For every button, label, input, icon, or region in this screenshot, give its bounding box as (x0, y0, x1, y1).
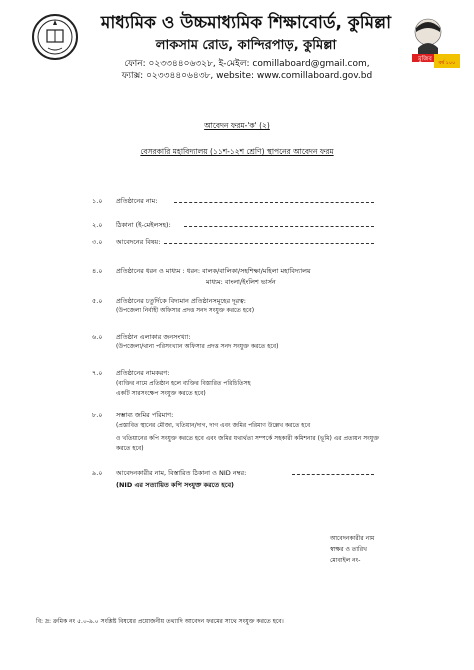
item-label: ঠিকানা (ই-মেইলসহ): (116, 221, 171, 229)
form-heading: বেসরকারি মহাবিদ্যালয় (১১শ-১২শ শ্রেণি) স্থাপনের আবেদন ফরম (140, 147, 334, 156)
item-8-note-2: ও খতিয়ানের কপি সংযুক্ত করতে হবে এবং জমির যথার্থতা সম্পর্কে সহকারী কমিশনার (ভূমি) এর প্রত্যয়ন সংযুক্ত (116, 435, 380, 442)
item-label: প্রতিষ্ঠানের চতুর্দিকে বিদ্যমান প্রতিষ্ঠানসমূহের দূরত্ব: (116, 297, 246, 305)
item-label: প্রতিষ্ঠানের ধরন ও মাধ্যম : ধরন: বালক/বালিকা/সহশিক্ষা/মহিলা মহাবিদ্যালয় (116, 267, 311, 275)
fill-line[interactable] (184, 220, 374, 227)
board-logo-icon (30, 10, 80, 66)
item-6-note: (উপজেলা/থানা পরিসংখ্যান অফিসার প্রদত্ত সনদ সংযুক্ত করতে হবে) (116, 343, 279, 350)
badge-top-text: মুজিব (418, 55, 432, 63)
item-number: ১.০ (92, 197, 103, 205)
item-number: ৫.০ (92, 297, 103, 305)
board-address: লাকসাম রোড, কান্দিরপাড়, কুমিল্লা (155, 38, 337, 53)
item-label: প্রতিষ্ঠানের নাম: (116, 197, 158, 205)
item-number: ২.০ (92, 221, 103, 229)
item-number: ৯.০ (92, 469, 103, 477)
mobile-number-label: মোবাইল নং- (330, 557, 361, 564)
form-name: আবেদন ফরম-'ক' (২) (204, 121, 270, 130)
fill-line[interactable] (174, 196, 374, 203)
item-label: সম্ভাব্য জমির পরিমাণ: (116, 411, 174, 419)
fill-line[interactable] (164, 237, 374, 244)
mujib-borsho-logo-icon (404, 12, 462, 72)
signature-date-label: স্বাক্ষর ও তারিখ (330, 546, 367, 553)
applicant-name-label: আবেদনকারীর নাম (330, 535, 375, 542)
board-title: মাধ্যমিক ও উচ্চমাধ্যমিক শিক্ষাবোর্ড, কুমিল্লা (100, 13, 392, 33)
item-9-note: (NID এর সত্যায়িত কপি সংযুক্ত করতে হবে) (116, 481, 235, 489)
fill-line[interactable] (292, 468, 374, 475)
item-number: ৩.০ (92, 238, 103, 246)
item-number: ৭.০ (92, 369, 103, 377)
item-label: প্রতিষ্ঠানের নামকরণ: (116, 369, 170, 377)
contact-phone-email: ফোন: ০২৩৩৪৪০৬৩২৮, ই-মেইল: comillaboard@gmail.com, (124, 59, 370, 69)
item-8-note-3: করতে হবে) (116, 445, 144, 452)
item-7-note-2: একটি সারসংক্ষেপ সংযুক্ত করতে হবে) (116, 390, 206, 397)
footnote: বি: দ্র: ক্রমিক নং ৫.০-৯.০ সংশ্লিষ্ট বিষয়ের প্রয়োজনীয় তথ্যাদি আবেদন ফরমের সাথে সংযুক্ত করতে হবে। (36, 618, 284, 625)
item-number: ৬.০ (92, 333, 103, 341)
item-5-note: (উপজেলা নির্বাহী অফিসার প্রদত্ত সনদ সংযুক্ত করতে হবে) (116, 307, 255, 314)
contact-fax-website: ফ্যাক্স: ০২৩৩৪৪০৬৪৩৮, website: www.comillaboard.gov.bd (121, 71, 373, 81)
item-4-medium: মাধ্যম: বাংলা/ইংলিশ ভার্সন (206, 278, 276, 286)
item-label: প্রতিষ্ঠান এলাকার জনসংখ্যা: (116, 333, 191, 341)
item-7-note-1: (ব্যক্তির নামে প্রতিষ্ঠান হলে ব্যক্তির বিস্তারিত পরিচিতিসহ (116, 380, 251, 387)
item-8-note-1: (প্রস্তাবিত স্থানের মৌজা, খতিয়ান/দাগ, দাগ এবং জমির পরিমাণ উল্লেখ করতে হবে (116, 422, 311, 429)
item-number: ৮.০ (92, 411, 103, 419)
badge-bottom-text: বর্ষ ১০০ (438, 60, 456, 66)
item-label: আবেদনকারীর নাম, বিস্তারিত ঠিকানা ও NID নম্বর: (116, 469, 247, 477)
item-number: ৪.০ (92, 267, 103, 275)
item-label: আবেদনের বিষয়: (116, 238, 161, 246)
